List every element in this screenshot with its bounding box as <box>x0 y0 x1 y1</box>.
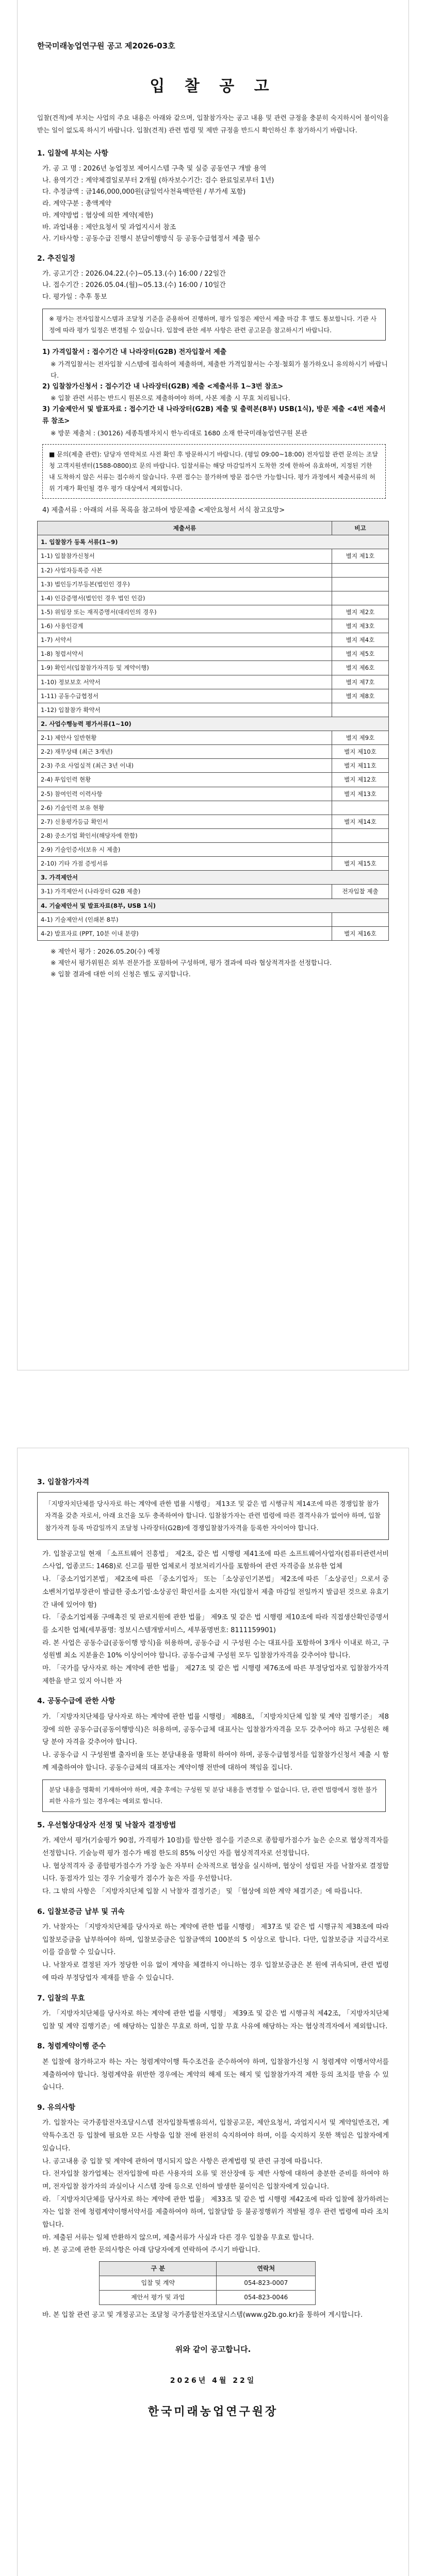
info-value: 총액계약 <box>85 200 111 208</box>
table-cell-document: 4-1) 기술제안서 (인쇄본 8부) <box>38 912 332 926</box>
table-cell-note: 별지 제6호 <box>332 661 389 675</box>
table-row <box>38 619 389 633</box>
table-row <box>38 731 389 745</box>
info-label: 다. 평가일 : <box>42 293 79 301</box>
table-cell-document: 2-6) 기술인력 보유 현황 <box>38 801 332 815</box>
info-row <box>42 292 389 303</box>
table-cell-document: 1-2) 사업자등록증 사본 <box>38 563 332 577</box>
table-row <box>38 675 389 689</box>
info-label: 다. 추정금액 : <box>42 188 86 196</box>
table-cell-document: 4-2) 발표자료 (PPT, 10분 이내 분량) <box>38 926 332 940</box>
sheet-page-1 <box>17 0 409 1370</box>
table-cell-note <box>332 912 389 926</box>
list-paragraph: 나. 「중소기업기본법」 제2조에 따른 「중소기업자」 또는 「소상공인기본법」 제2조에 따른 「소상공인」으로서 중소벤처기업부장관이 발급한 중소기업·소상공인 확인서를 소지한 자(입찰서 제출 마감일 전일까지 발급된 것으로 유효기간 내에 있어야 함) <box>42 1575 389 1609</box>
table-cell-note: 별지 제8호 <box>332 689 389 703</box>
section-title-6: 6. 입찰보증금 납부 및 귀속 <box>37 1907 125 1916</box>
info-label: 라. 계약구분 : <box>42 200 86 208</box>
issuing-organization: 한국미래농업연구원장 <box>148 2405 278 2419</box>
list-paragraph: 마. 「국가를 당사자로 하는 계약에 관한 법률」 제27조 및 같은 법 시행령 제76조에 따른 부정당업자로 입찰참가자격 제한을 받고 있지 아니한 자 <box>42 1664 389 1685</box>
info-value: 추후 통보 <box>79 293 107 301</box>
document-number: 한국미래농업연구원 공고 제2026-03호 <box>37 41 175 50</box>
contact-row <box>100 2276 316 2291</box>
info-row <box>42 163 389 175</box>
info-row <box>42 198 389 210</box>
table-cell-document: 3-1) 가격제안서 (나라장터 G2B 제출) <box>38 885 332 899</box>
table-cell-document: 1-4) 인감증명서(법인인 경우 법인 인감) <box>38 591 332 605</box>
table-header: 제출서류 <box>38 521 332 535</box>
info-row <box>42 175 389 187</box>
section-2-rows <box>37 268 389 303</box>
submission-item-2: 2) 입찰참가신청서 : 접수기간 내 나라장터(G2B) 제출 <제출서류 1~3번 참조> <box>42 382 284 391</box>
list-paragraph: 나. 공동수급 시 구성원별 출자비율 또는 분담내용을 명확히 하여야 하며, 공동수급협정서를 입찰참가신청서 제출 시 함께 제출하여야 합니다. 공동수급체의 대표자는 계약이행 전반에 대하여 책임을 집니다. <box>42 1751 389 1772</box>
table-row <box>38 885 389 899</box>
table-row <box>38 689 389 703</box>
table-cell-note <box>332 563 389 577</box>
consortium-note: 분담 내용을 명확히 기재하여야 하며, 제출 후에는 구성원 및 분담 내용을 변경할 수 없습니다. 단, 관련 법령에서 정한 불가피한 사유가 있는 경우에는 예외로 합니다. <box>42 1780 386 1811</box>
list-paragraph: 가. 입찰자는 국가종합전자조달시스템 전자입찰특별유의서, 입찰공고문, 제안요청서, 과업지시서 및 계약일반조건, 계약특수조건 등 입찰에 필요한 모든 사항을 입찰 전에 완전히 숙지하여야 하며, 이를 숙지하지 못한 책임은 입찰자에게 있습니다. <box>42 2119 389 2153</box>
closing-statement: 위와 같이 공고합니다. <box>175 2344 251 2354</box>
table-cell-document: 1-3) 법인등기부등본(법인인 경우) <box>38 577 332 591</box>
submission-note-1: ※ 가격입찰서는 전자입찰 시스템에 접속하여 제출하며, 제출한 가격입찰서는 수정·철회가 불가하오니 유의하시기 바랍니다. <box>51 360 388 379</box>
info-value: 제안요청서 및 과업지시서 참조 <box>85 223 176 231</box>
table-row <box>38 801 389 815</box>
table-cell-note <box>332 577 389 591</box>
table-row <box>38 773 389 787</box>
table-cell-document: 1-12) 입찰참가 확약서 <box>38 703 332 717</box>
notice-date: 2026년 4월 22일 <box>170 2376 256 2385</box>
table-row <box>38 661 389 675</box>
table-cell-note: 별지 제16호 <box>332 926 389 940</box>
info-row <box>42 210 389 222</box>
table-group-row <box>38 871 389 885</box>
table-cell-document: 2-9) 기술인증서(보유 시 제출) <box>38 843 332 857</box>
table-cell-document: 1-11) 공동수급협정서 <box>38 689 332 703</box>
table-header: 비고 <box>332 521 389 535</box>
inquiry-note: ■ 문의(제출 관련): 담당자 연락처로 사전 확인 후 방문하시기 바랍니다. (평일 09:00~18:00) 전자입찰 관련 문의는 조달청 고객지원센터(1588-0800)로 문의 바랍니다. 입찰서류는 해당 마감일까지 도착한 것에 한하여 유효하며, 지정된 기한 내 도착하지 않은 서류는 접수하지 않습니다. 우편 접수는 불가하며 방문 접수만 가능합니다. 평가 과정에서 제출서류의 허위 기재가 확인될 경우 평가 대상에서 제외합니다. <box>42 444 386 499</box>
table-row <box>38 843 389 857</box>
section-title-4: 4. 공동수급에 관한 사항 <box>37 1697 116 1706</box>
info-label: 가. 공 고 명 : <box>42 164 84 173</box>
table-cell-document: 2-8) 중소기업 확인서(해당자에 한함) <box>38 828 332 842</box>
info-value: 2026년 농업정보 제어시스템 구축 및 실증 공동연구 개발 용역 <box>83 164 267 173</box>
section-title-8: 8. 청렴계약이행 준수 <box>37 2042 106 2051</box>
section-title-3: 3. 입찰참가자격 <box>37 1478 90 1486</box>
table-cell-note <box>332 843 389 857</box>
list-paragraph: 라. 「지방자치단체를 당사자로 하는 계약에 관한 법률」 제33조 및 같은 법 시행령 제42조에 따라 입찰에 참가하려는 자는 입찰 전에 청렴계약이행서약서를 제출하여야 하며, 입찰담합 등 불공정행위가 적발될 경우 관련 법령에 따라 조치합니다. <box>42 2195 389 2229</box>
table-row <box>38 926 389 940</box>
table-cell-document: 2-5) 참여인력 이력사항 <box>38 787 332 801</box>
table-cell-document: 1-6) 사용인감계 <box>38 619 332 633</box>
info-row <box>42 187 389 198</box>
table-cell-note <box>332 801 389 815</box>
table-cell-document: 1-10) 정보보호 서약서 <box>38 675 332 689</box>
info-label: 가. 공고기간 : <box>42 269 86 278</box>
table-cell-note <box>332 591 389 605</box>
info-row <box>42 268 389 280</box>
document-title: 입 찰 공 고 <box>150 77 276 96</box>
info-label: 바. 과업내용 : <box>42 223 86 231</box>
table-group-cell: 2. 사업수행능력 평가서류(1~10) <box>38 717 389 731</box>
section-title-5: 5. 우선협상대상자 선정 및 낙찰자 결정방법 <box>37 1821 176 1829</box>
table-cell-note: 별지 제11호 <box>332 759 389 773</box>
table-cell-document: 1-7) 서약서 <box>38 633 332 647</box>
table-row <box>38 703 389 717</box>
section-title-2: 2. 추진일정 <box>37 255 76 263</box>
table-cell-note: 전자입찰 제출 <box>332 885 389 899</box>
table-cell-document: 1-9) 확인서(입찰참가자격등 및 계약이행) <box>38 661 332 675</box>
info-label: 나. 접수기간 : <box>42 281 86 290</box>
table-cell-note: 별지 제3호 <box>332 619 389 633</box>
list-paragraph: 가. 「지방자치단체를 당사자로 하는 계약에 관한 법률 시행령」 제88조, 「지방자치단체 입찰 및 계약 집행기준」 제8장에 의한 공동수급(공동이행방식)은 허용하며, 공동수급체 대표사는 입찰참가자격을 모두 갖추어야 하고 구성원은 해당 분야 자격을 갖추어야 합니다. <box>42 1713 389 1747</box>
table-group-cell: 4. 기술제안서 및 발표자료(8부, USB 1식) <box>38 899 389 912</box>
info-value: 2026.05.04.(월)~05.13.(수) 16:00 / 10일간 <box>85 281 226 290</box>
contact-phone: 054-823-0007 <box>217 2276 316 2291</box>
info-row <box>42 222 389 234</box>
list-paragraph: 나. 공고내용 중 입찰 및 계약에 관하여 명시되지 않은 사항은 관계법령 및 관련 규정에 따릅니다. <box>42 2157 323 2165</box>
intro-paragraph: 입찰(견적)에 부치는 사업의 주요 내용은 아래와 같으며, 입찰참가자는 공고 내용 및 관련 규정을 충분히 숙지하시어 불이익을 받는 일이 없도록 하시기 바랍니다. 입찰(견적) 관련 법령 및 제반 규정을 반드시 확인하신 후 참가하시기 바랍니다. <box>37 113 389 134</box>
sheet-page-2 <box>17 1448 409 2576</box>
table-cell-note: 별지 제13호 <box>332 787 389 801</box>
evaluation-panel-note: ※ 제안서 평가위원은 외부 전문가를 포함하여 구성하며, 평가 결과에 따라 협상적격자를 선정합니다. <box>51 958 332 967</box>
table-cell-note <box>332 828 389 842</box>
table-row <box>38 633 389 647</box>
table-group-row <box>38 899 389 912</box>
submission-docs-heading: 4) 제출서류 : 아래의 서류 목록을 참고하여 방문제출 <제안요청서 서식 참고요망> <box>42 506 285 515</box>
table-cell-note: 별지 제5호 <box>332 647 389 661</box>
table-row <box>38 857 389 871</box>
evaluation-date-note: ※ 제안서 평가 : 2026.05.20(수) 예정 <box>51 947 160 955</box>
info-value: 금146,000,000원(금일억사천육백만원 / 부가세 포함) <box>85 188 246 196</box>
eligibility-box: 「지방자치단체를 당사자로 하는 계약에 관한 법률 시행령」 제13조 및 같은 법 시행규칙 제14조에 따른 경쟁입찰 참가자격을 갖춘 자로서, 아래 요건을 모두 충족하여야 합니다. 입찰참가자는 관련 법령에 따른 결격사유가 없어야 하며, 입찰참가자격 등록 마감일까지 조달청 나라장터(G2B)에 경쟁입찰참가자격을 등록한 자이어야 합니다. <box>37 1492 389 1540</box>
section-1-rows <box>37 163 389 245</box>
table-cell-document: 2-2) 재무상태 (최근 3개년) <box>38 745 332 759</box>
table-row <box>38 549 389 563</box>
list-paragraph: 나. 협상적격자 중 종합평가점수가 가장 높은 자부터 순차적으로 협상을 실시하며, 협상이 성립된 자를 낙찰자로 결정합니다. 동점자가 있는 경우 기술평가 점수가 높은 자를 우선합니다. <box>42 1862 389 1883</box>
list-paragraph: 나. 낙찰자로 결정된 자가 정당한 이유 없이 계약을 체결하지 아니하는 경우 입찰보증금은 본 원에 귀속되며, 관련 법령에 따라 부정당업자 제재를 받을 수 있습니다. <box>42 1961 389 1982</box>
info-value: 2026.04.22.(수)~05.13.(수) 16:00 / 22일간 <box>85 269 226 278</box>
table-cell-document: 1-5) 위임장 또는 재직증명서(대리인의 경우) <box>38 605 332 619</box>
table-header-row <box>38 521 389 535</box>
table-cell-document: 2-4) 투입인력 현황 <box>38 773 332 787</box>
list-paragraph: 가. 낙찰자는 「지방자치단체를 당사자로 하는 계약에 관한 법률 시행령」 제37조 및 같은 법 시행규칙 제38조에 따라 입찰보증금을 납부하여야 하며, 입찰보증금은 입찰금액의 100분의 5 이상으로 합니다. 다만, 입찰보증금 지급각서로 이를 갈음할 수 있습니다. <box>42 1923 389 1957</box>
schedule-note: ※ 평가는 전자입찰시스템과 조달청 기준을 준용하여 진행하며, 평가 일정은 제안서 제출 마감 후 별도 통보합니다. 기관 사정에 따라 평가 일정은 변경될 수 있습니다. 입찰에 관한 세부 사항은 관련 공고문을 참고하시기 바랍니다. <box>42 309 386 341</box>
table-row <box>38 591 389 605</box>
submission-item-3: 3) 기술제안서 및 발표자료 : 접수기간 내 나라장터(G2B) 제출 및 출력본(8부) USB(1식), 방문 제출 <4번 제출서류 참조> <box>42 405 386 425</box>
table-cell-note: 별지 제12호 <box>332 773 389 787</box>
list-paragraph: 다. 그 밖의 사항은 「지방자치단체 입찰 시 낙찰자 결정기준」 및 「협상에 의한 계약 체결기준」에 따릅니다. <box>42 1887 363 1895</box>
table-cell-note: 별지 제9호 <box>332 731 389 745</box>
section-title-9: 9. 유의사항 <box>37 2103 76 2112</box>
table-row <box>38 563 389 577</box>
notice-channel-paragraph: 바. 본 입찰 관련 공고 및 개정공고는 조달청 국가종합전자조달시스템(www.g2b.go.kr)을 통하여 게시합니다. <box>42 2311 363 2319</box>
contact-header: 연락처 <box>217 2262 316 2276</box>
list-paragraph: 가. 제안서 평가(기술평가 90점, 가격평가 10점)를 합산한 점수를 기준으로 종합평가점수가 높은 순으로 협상적격자를 선정합니다. 기술능력 평가 점수가 배점 한도의 85% 이상인 자를 협상적격자로 선정합니다. <box>42 1837 389 1857</box>
info-row <box>42 280 389 292</box>
list-paragraph: 마. 제출된 서류는 일체 반환하지 않으며, 제출서류가 사실과 다른 경우 입찰을 무효로 합니다. <box>42 2233 314 2242</box>
list-paragraph: 가. 「지방자치단체를 당사자로 하는 계약에 관한 법률 시행령」 제39조 및 같은 법 시행규칙 제42조, 「지방자치단체 입찰 및 계약 집행기준」에 해당하는 입찰은 무효로 하며, 입찰 무효 사유에 해당하는 자는 협상적격자에서 제외합니다. <box>42 2010 389 2030</box>
section-title-7: 7. 입찰의 무효 <box>37 1994 85 2003</box>
table-row <box>38 605 389 619</box>
table-cell-note: 별지 제14호 <box>332 815 389 828</box>
contact-category: 제안서 평가 및 과업 <box>100 2291 217 2305</box>
table-cell-note: 별지 제15호 <box>332 857 389 871</box>
required-documents-table <box>37 521 389 941</box>
table-group-cell: 3. 가격제안서 <box>38 871 389 885</box>
table-cell-note: 별지 제2호 <box>332 605 389 619</box>
info-value: 공동수급 진행시 분담이행방식 등 공동수급협정서 제출 필수 <box>85 235 260 243</box>
table-row <box>38 745 389 759</box>
table-cell-document: 2-7) 신용평가등급 확인서 <box>38 815 332 828</box>
table-row <box>38 828 389 842</box>
list-paragraph: 다. 「중소기업제품 구매촉진 및 판로지원에 관한 법률」 제9조 및 같은 법 시행령 제10조에 따라 직접생산확인증명서를 소지한 업체(세부품명: 정보시스템개발서비스, 세부품명번호: 8111159901) <box>42 1614 389 1634</box>
table-cell-note: 별지 제1호 <box>332 549 389 563</box>
list-paragraph: 다. 전자입찰 참가업체는 전자입찰에 따른 사용자의 오류 및 전산장애 등 제반 사항에 대하여 충분한 준비를 하여야 하며, 전자입찰 참가자의 과실이나 시스템 장애 등으로 인하여 발생한 불이익은 입찰자에게 있습니다. <box>42 2170 389 2191</box>
submission-item-1: 1) 가격입찰서 : 접수기간 내 나라장터(G2B) 전자입찰서 제출 <box>42 348 227 357</box>
submission-note-3: ※ 방문 제출처 : (30126) 세종특별자치시 한누리대로 1680 소재 한국미래농업연구원 본관 <box>51 429 307 437</box>
contact-row <box>100 2291 316 2305</box>
list-paragraph: 본 입찰에 참가하고자 하는 자는 청렴계약이행 특수조건을 준수하여야 하며, 입찰참가신청 시 청렴계약 이행서약서를 제출하여야 합니다. 청렴계약을 위반한 경우에는 계약의 해제 또는 해지 및 입찰참가자격 제한 등의 조치를 받을 수 있습니다. <box>42 2058 389 2092</box>
list-paragraph: 라. 본 사업은 공동수급(공동이행 방식)을 허용하며, 공동수급 시 구성원 수는 대표사를 포함하여 3개사 이내로 하고, 구성원별 최소 지분율은 10% 이상이어야 합니다. 공동수급체 구성원 모두 입찰참가자격을 갖추어야 합니다. <box>42 1639 389 1660</box>
contact-phone: 054-823-0046 <box>217 2291 316 2305</box>
table-row <box>38 787 389 801</box>
info-label: 마. 계약방법 : <box>42 211 86 219</box>
table-cell-document: 2-10) 기타 가점 증빙서류 <box>38 857 332 871</box>
table-cell-note <box>332 703 389 717</box>
table-group-cell: 1. 입찰참가 등록 서류(1~9) <box>38 535 389 549</box>
contact-table <box>99 2261 316 2305</box>
submission-note-2: ※ 입찰 관련 서류는 반드시 원본으로 제출하여야 하며, 사본 제출 시 무효 처리됩니다. <box>51 394 290 402</box>
info-label: 나. 용역기간 : <box>42 176 86 184</box>
contact-header-row <box>100 2262 316 2276</box>
table-row <box>38 577 389 591</box>
table-cell-note: 별지 제10호 <box>332 745 389 759</box>
contact-category: 입찰 및 계약 <box>100 2276 217 2291</box>
table-cell-note: 별지 제7호 <box>332 675 389 689</box>
info-label: 사. 기타사항 : <box>42 235 86 243</box>
table-group-row <box>38 535 389 549</box>
table-cell-document: 1-1) 입찰참가신청서 <box>38 549 332 563</box>
list-paragraph: 가. 입찰공고일 현재 「소프트웨어 진흥법」 제2조, 같은 법 시행령 제41조에 따른 소프트웨어사업자(컴퓨터관련서비스사업, 업종코드: 1468)로 신고를 필한 업체로서 정보처리기사를 포함하여 관련 자격증을 보유한 업체 <box>42 1550 389 1571</box>
contact-header: 구 분 <box>100 2262 217 2276</box>
section-title-1: 1. 입찰에 부치는 사항 <box>37 149 108 158</box>
info-row <box>42 233 389 245</box>
list-paragraph: 바. 본 공고에 관한 문의사항은 아래 담당자에게 연락하여 주시기 바랍니다. <box>42 2246 260 2255</box>
table-cell-document: 2-1) 제안사 일반현황 <box>38 731 332 745</box>
objection-note: ※ 입찰 결과에 대한 이의 신청은 별도 공지합니다. <box>51 970 191 978</box>
info-value: 계약체결일로부터 2개월 (하자보수기간: 검수 완료일로부터 1년) <box>85 176 274 184</box>
table-row <box>38 759 389 773</box>
table-cell-document: 1-8) 청렴서약서 <box>38 647 332 661</box>
table-row <box>38 912 389 926</box>
table-row <box>38 647 389 661</box>
info-value: 협상에 의한 계약(제한) <box>85 211 154 219</box>
table-row <box>38 815 389 828</box>
table-cell-note: 별지 제4호 <box>332 633 389 647</box>
table-group-row <box>38 717 389 731</box>
table-cell-document: 2-3) 주요 사업실적 (최근 3년 이내) <box>38 759 332 773</box>
